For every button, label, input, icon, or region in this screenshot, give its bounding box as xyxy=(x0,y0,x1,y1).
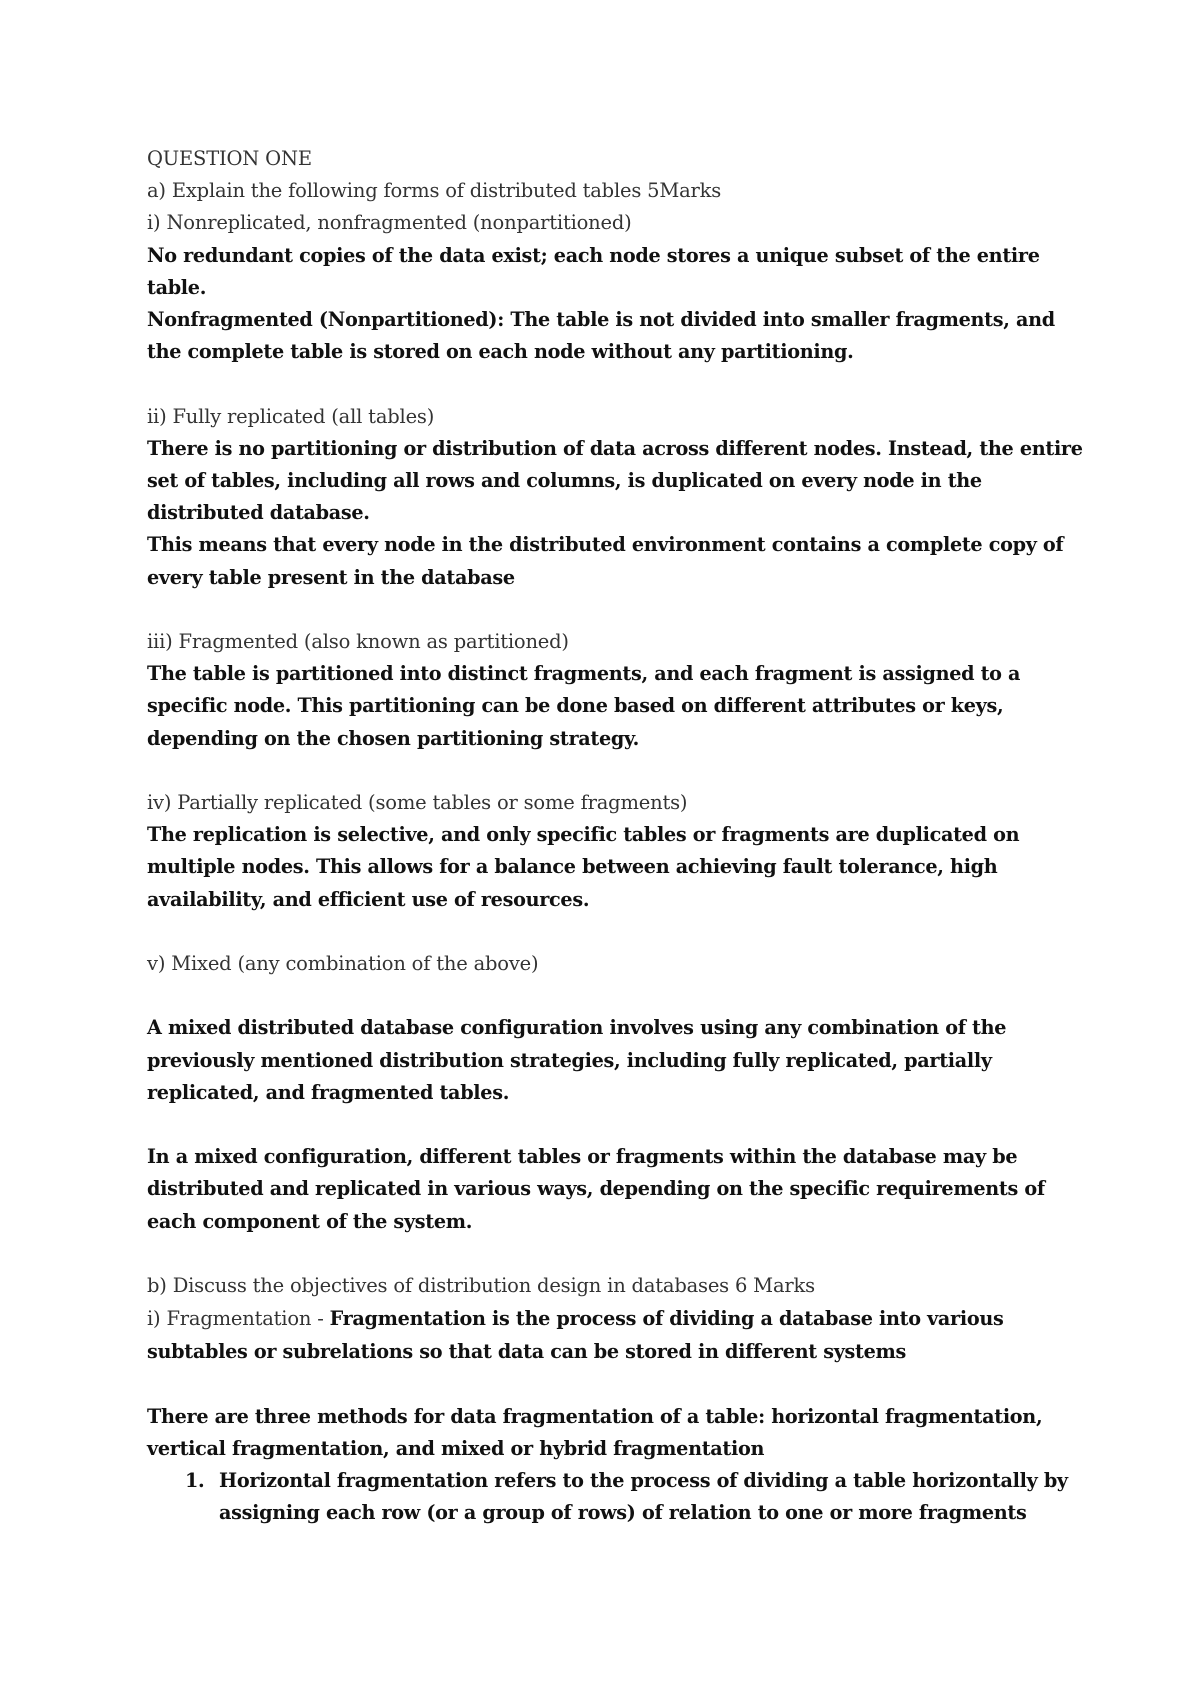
part-b-prompt: b) Discuss the objectives of distribution design in databases 6 Marks xyxy=(147,1274,815,1297)
document-page xyxy=(147,143,1087,1530)
item-1-title: i) Nonreplicated, nonfragmented (nonpartitioned) xyxy=(147,211,632,235)
list-number: 1. xyxy=(185,1469,205,1493)
spacer xyxy=(147,755,1087,787)
item-1-paragraph-2: Nonfragmented (Nonpartitioned): The table is not divided into smaller fragments, and the complete table is stored on each node without any partitioning. xyxy=(147,308,1055,364)
item-4-title: iv) Partially replicated (some tables or some fragments) xyxy=(147,791,688,815)
spacer xyxy=(147,1109,1087,1141)
item-3-paragraph-1: The table is partitioned into distinct fragments, and each fragment is assigned to a specific node. This partitioning can be done based on different attributes or keys, depending on the chosen partitioning strategy. xyxy=(147,662,1021,750)
methods-intro: There are three methods for data fragmentation of a table: horizontal fragmentation, vertical fragmentation, and mixed or hybrid fragmentation xyxy=(147,1404,1043,1460)
list-text: Horizontal fragmentation refers to the process of dividing a table horizontally by assigning each row (or a group of rows) of relation to one or more fragments xyxy=(219,1469,1068,1525)
item-2-paragraph-1: There is no partitioning or distribution of data across different nodes. Instead, the entire set of tables, including all rows and columns, is duplicated on every node in the distributed database. xyxy=(147,436,1083,525)
item-5-paragraph-2: In a mixed configuration, different tables or fragments within the database may be distributed and replicated in various ways, depending on the specific requirements of each component of the system. xyxy=(147,1145,1045,1233)
fragmentation-label: i) Fragmentation - xyxy=(147,1307,330,1331)
spacer xyxy=(147,980,1087,1012)
item-1-paragraph-1: No redundant copies of the data exist; each node stores a unique subset of the entire table. xyxy=(147,243,1040,299)
fragmentation-text: Fragmentation is the process of dividing a database into various subtables or subrelations so that data can be stored in different systems xyxy=(147,1307,1004,1364)
item-2-title: ii) Fully replicated (all tables) xyxy=(147,404,435,428)
fragmentation-methods-list xyxy=(147,1465,1087,1529)
part-a-prompt: a) Explain the following forms of distributed tables 5Marks xyxy=(147,179,722,203)
item-5-paragraph-1: A mixed distributed database configuration involves using any combination of the previously mentioned distribution strategies, including fully replicated, partially replicated, and fragmented tables. xyxy=(147,1016,1007,1104)
item-4-paragraph-1: The replication is selective, and only specific tables or fragments are duplicated on multiple nodes. This allows for a balance between achieving fault tolerance, high availability, and efficient use of resources. xyxy=(147,823,1020,911)
spacer xyxy=(147,368,1087,400)
list-item xyxy=(147,1465,1087,1529)
fragmentation-definition xyxy=(147,1302,1087,1368)
item-3-title: iii) Fragmented (also known as partitioned) xyxy=(147,630,569,654)
item-2-paragraph-2: This means that every node in the distributed environment contains a complete copy of every table present in the database xyxy=(147,533,1064,589)
spacer xyxy=(147,1369,1087,1401)
spacer xyxy=(147,916,1087,948)
spacer xyxy=(147,594,1087,626)
question-heading: QUESTION ONE xyxy=(147,147,312,170)
item-5-title: v) Mixed (any combination of the above) xyxy=(147,952,539,976)
spacer xyxy=(147,1238,1087,1270)
